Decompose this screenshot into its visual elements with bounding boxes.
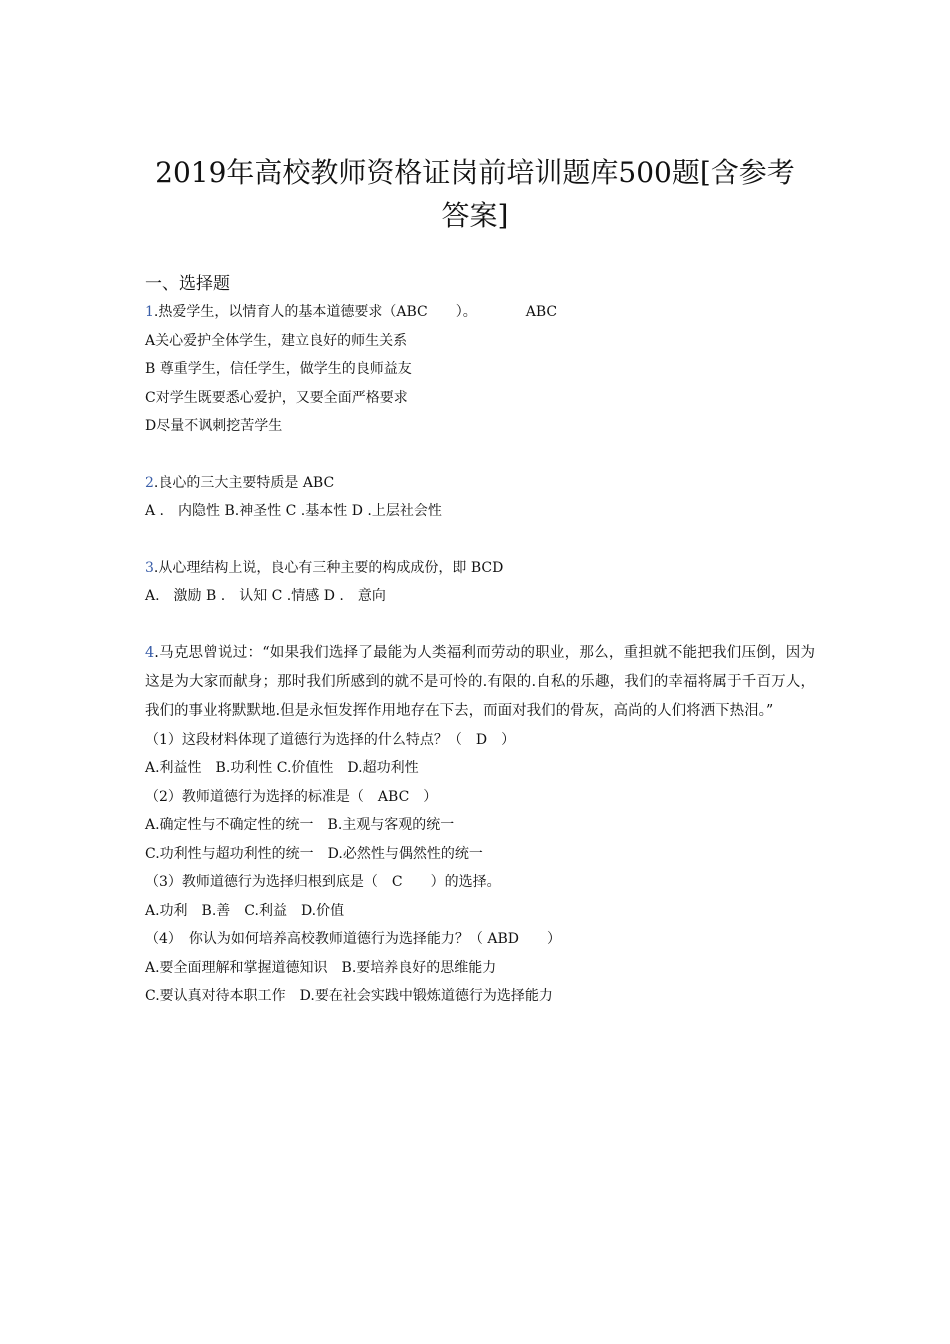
- spacer: [145, 526, 815, 554]
- document-title-line-2: 答案]: [441, 199, 509, 232]
- option-line: A关心爱护全体学生，建立良好的师生关系: [145, 332, 408, 349]
- option-line: A.功利 B.善 C.利益 D.价值: [145, 902, 345, 919]
- section-heading: 一、选择题: [145, 274, 230, 294]
- option-line: A.利益性 B.功利性 C.价值性 D.超功利性: [145, 760, 419, 776]
- question-text: .热爱学生，以情育人的基本道德要求（ABC ）。 ABC: [153, 304, 558, 320]
- question-number: 1: [145, 304, 154, 320]
- option-line: D尽量不讽刺挖苦学生: [145, 418, 283, 434]
- option-line: A . 内隐性 B.神圣性 C .基本性 D .上层社会性: [145, 503, 442, 519]
- option-line: B 尊重学生，信任学生，做学生的良师益友: [145, 361, 412, 377]
- option-line: A.要全面理解和掌握道德知识 B.要培养良好的思维能力: [145, 959, 497, 976]
- spacer: [145, 611, 815, 639]
- spacer: [145, 441, 815, 469]
- question-4: [145, 639, 815, 1011]
- question-number: 4: [145, 644, 155, 661]
- document-body: [145, 270, 815, 1011]
- sub-question-line: （4） 你认为如何培养高校教师道德行为选择能力？（ ABD ）: [145, 931, 561, 947]
- question-text: .从心理结构上说，良心有三种主要的构成成份，即 BCD: [153, 559, 504, 576]
- option-line: A.确定性与不确定性的统一 B.主观与客观的统一: [145, 817, 455, 833]
- question-stem: [145, 554, 815, 583]
- question-number: 2: [145, 474, 154, 491]
- option-line: C.功利性与超功利性的统一 D.必然性与偶然性的统一: [145, 845, 483, 862]
- option-line: A. 激励 B . 认知 C .情感 D . 意向: [145, 588, 386, 604]
- option-line: C.要认真对待本职工作 D.要在社会实践中锻炼道德行为选择能力: [145, 988, 553, 1004]
- question-number: 3: [145, 559, 154, 576]
- question-stem: [145, 298, 815, 327]
- question-2: [145, 469, 815, 526]
- question-stem: [145, 469, 815, 498]
- question-text: .马克思曾说过：“如果我们选择了最能为人类福利而劳动的职业，那么，重担就不能把我们压倒，因为这是为大家而献身；那时我们所感到的就不是可怜的.有限的.自私的乐趣，我们的幸福将属于千百万人，我们的事业将默默地.但是永恒发挥作用地存在下去，而面对我们的骨灰，高尚的人们将洒下热泪。”: [145, 644, 815, 719]
- question-1: [145, 298, 815, 441]
- question-text: .良心的三大主要特质是 ABC: [153, 474, 335, 491]
- sub-question-line: （2）教师道德行为选择的标准是（ ABC ）: [145, 788, 438, 805]
- question-3: [145, 554, 815, 611]
- document-title-line-1: 2019年高校教师资格证岗前培训题库500题[含参考: [155, 156, 795, 189]
- sub-question-line: （3）教师道德行为选择归根到底是（ C ）的选择。: [145, 874, 501, 890]
- option-line: C对学生既要悉心爱护，又要全面严格要求: [145, 389, 408, 406]
- question-stem: [145, 639, 815, 726]
- sub-question-line: （1）这段材料体现了道德行为选择的什么特点？（ D ）: [145, 731, 516, 748]
